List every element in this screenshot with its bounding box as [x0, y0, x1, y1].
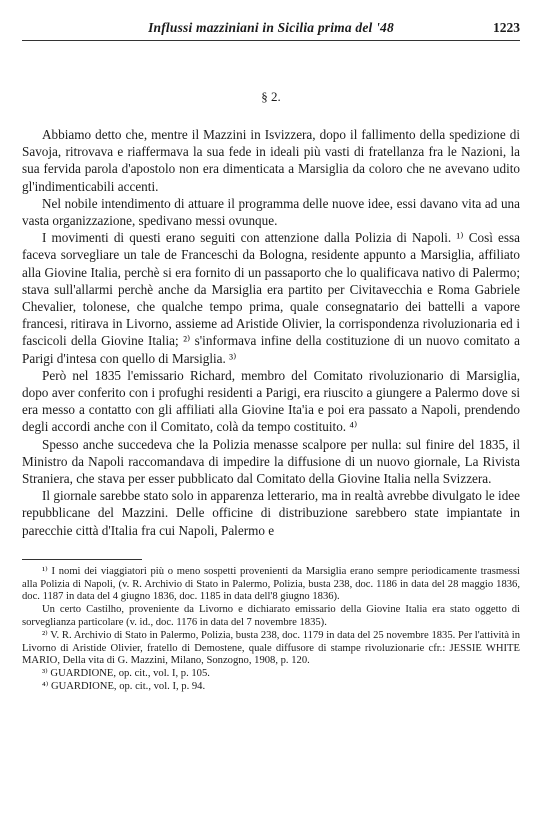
- footnote-divider: [22, 559, 142, 560]
- section-heading: § 2.: [261, 89, 281, 104]
- footnote: ³⁾ GUARDIONE, op. cit., vol. I, p. 105.: [42, 668, 210, 680]
- footnotes: [22, 566, 520, 694]
- footnote: ⁴⁾ GUARDIONE, op. cit., vol. I, p. 94.: [42, 681, 206, 693]
- paragraph: Il giornale sarebbe stato solo in apparenza letterario, ma in realtà avrebbe divulgato le idee repubblicane del Mazzini. Delle officine di distribuzione sarebbero state impiantate in parecchie città d'Italia fra cui Napoli, Palermo e: [22, 488, 520, 538]
- running-head: Influssi mazziniani in Sicilia prima del '48: [148, 20, 394, 35]
- paragraph: Però nel 1835 l'emissario Richard, membro del Comitato rivoluzionario di Marsiglia, dopo aver conferito con i profughi residenti a Parigi, era riuscito a giungere a Palermo dove si era messo a contatto con gli affiliati alla Giovine Ita'ia e poi era passato a Napoli, prendendo degli accordi anche con il Comitato, colà da tempo costituito. ⁴⁾: [22, 367, 520, 435]
- page-number: 1223: [493, 20, 520, 35]
- footnote: ¹⁾ I nomi dei viaggiatori più o meno sospetti provenienti da Marsiglia erano sempre periodicamente trasmessi alla Polizia di Napoli, (v. R. Archivio di Stato in Palermo, Polizia, busta 238, doc. 1186 in data del 28 maggio 1836, doc. 1187 in data del 4 giugno 1836, doc. 1185 in data dell'8 giugno 1836).: [22, 565, 520, 603]
- page-header: [22, 18, 520, 41]
- footnote: ²⁾ V. R. Archivio di Stato in Palermo, Polizia, busta 238, doc. 1179 in data del 25 novembre 1835. Per l'attività in Livorno di Aristide Olivier, fratello di Demostene, quale diffusore di stampe rivoluzionarie cfr.: JESSIE WHITE MARIO, Della vita di G. Mazzini, Milano, Sonzogno, 1908, p. 120.: [22, 629, 520, 667]
- body-text: [22, 126, 520, 539]
- paragraph: Spesso anche succedeva che la Polizia menasse scalpore per nulla: sul finire del 1835, il Ministro da Napoli raccomandava di impedire la diffusione di un nuovo giornale, La Rivista Straniera, che stava per esser pubblicato dal Comitato della Giovine Italia nella Svizzera.: [22, 436, 520, 487]
- paragraph: Nel nobile intendimento di attuare il programma delle nuove idee, essi davano vita ad una vasta organizzazione, spedivano messi ovunque.: [22, 195, 520, 229]
- paragraph: I movimenti di questi erano seguiti con attenzione dalla Polizia di Napoli. ¹⁾ Così essa faceva sorvegliare un tale de Franceschi da Bologna, residente appunto a Marsiglia, affiliato alla Giovine Italia, perchè si era fornito di un passaporto che lo qualificava nativo di Palermo; stava sull'allarmi perchè anche da Marsiglia era partito per Civitavecchia e Roma Gabriele Chevalier, tolonese, che qualche tempo prima, quale consegnatario dei battelli a vapore francesi, ritirava in Livorno, assieme ad Aristide Olivier, la corrispondenza rivoluzionaria ed i fascicoli della Giovine Italia; ²⁾ s'informava infine della costituzione di un nuovo comitato a Parigi d'intesa con quello di Marsiglia. ³⁾: [22, 230, 520, 366]
- paragraph: Abbiamo detto che, mentre il Mazzini in Isvizzera, dopo il fallimento della spedizione di Savoja, ritrovava e riaffermava la sua fede in ideali più vasti di fratellanza fra le Nazioni, la sua fervida parola d'apostolo non era dimenticata a Marsiglia da coloro che ne avevano udito gl'indimenticabili accenti.: [22, 127, 520, 194]
- footnote: Un certo Castilho, proveniente da Livorno e dichiarato emissario della Giovine Italia era stato oggetto di sorveglianza particolare (v. id., doc. 1176 in data del 7 novembre 1835).: [22, 604, 520, 629]
